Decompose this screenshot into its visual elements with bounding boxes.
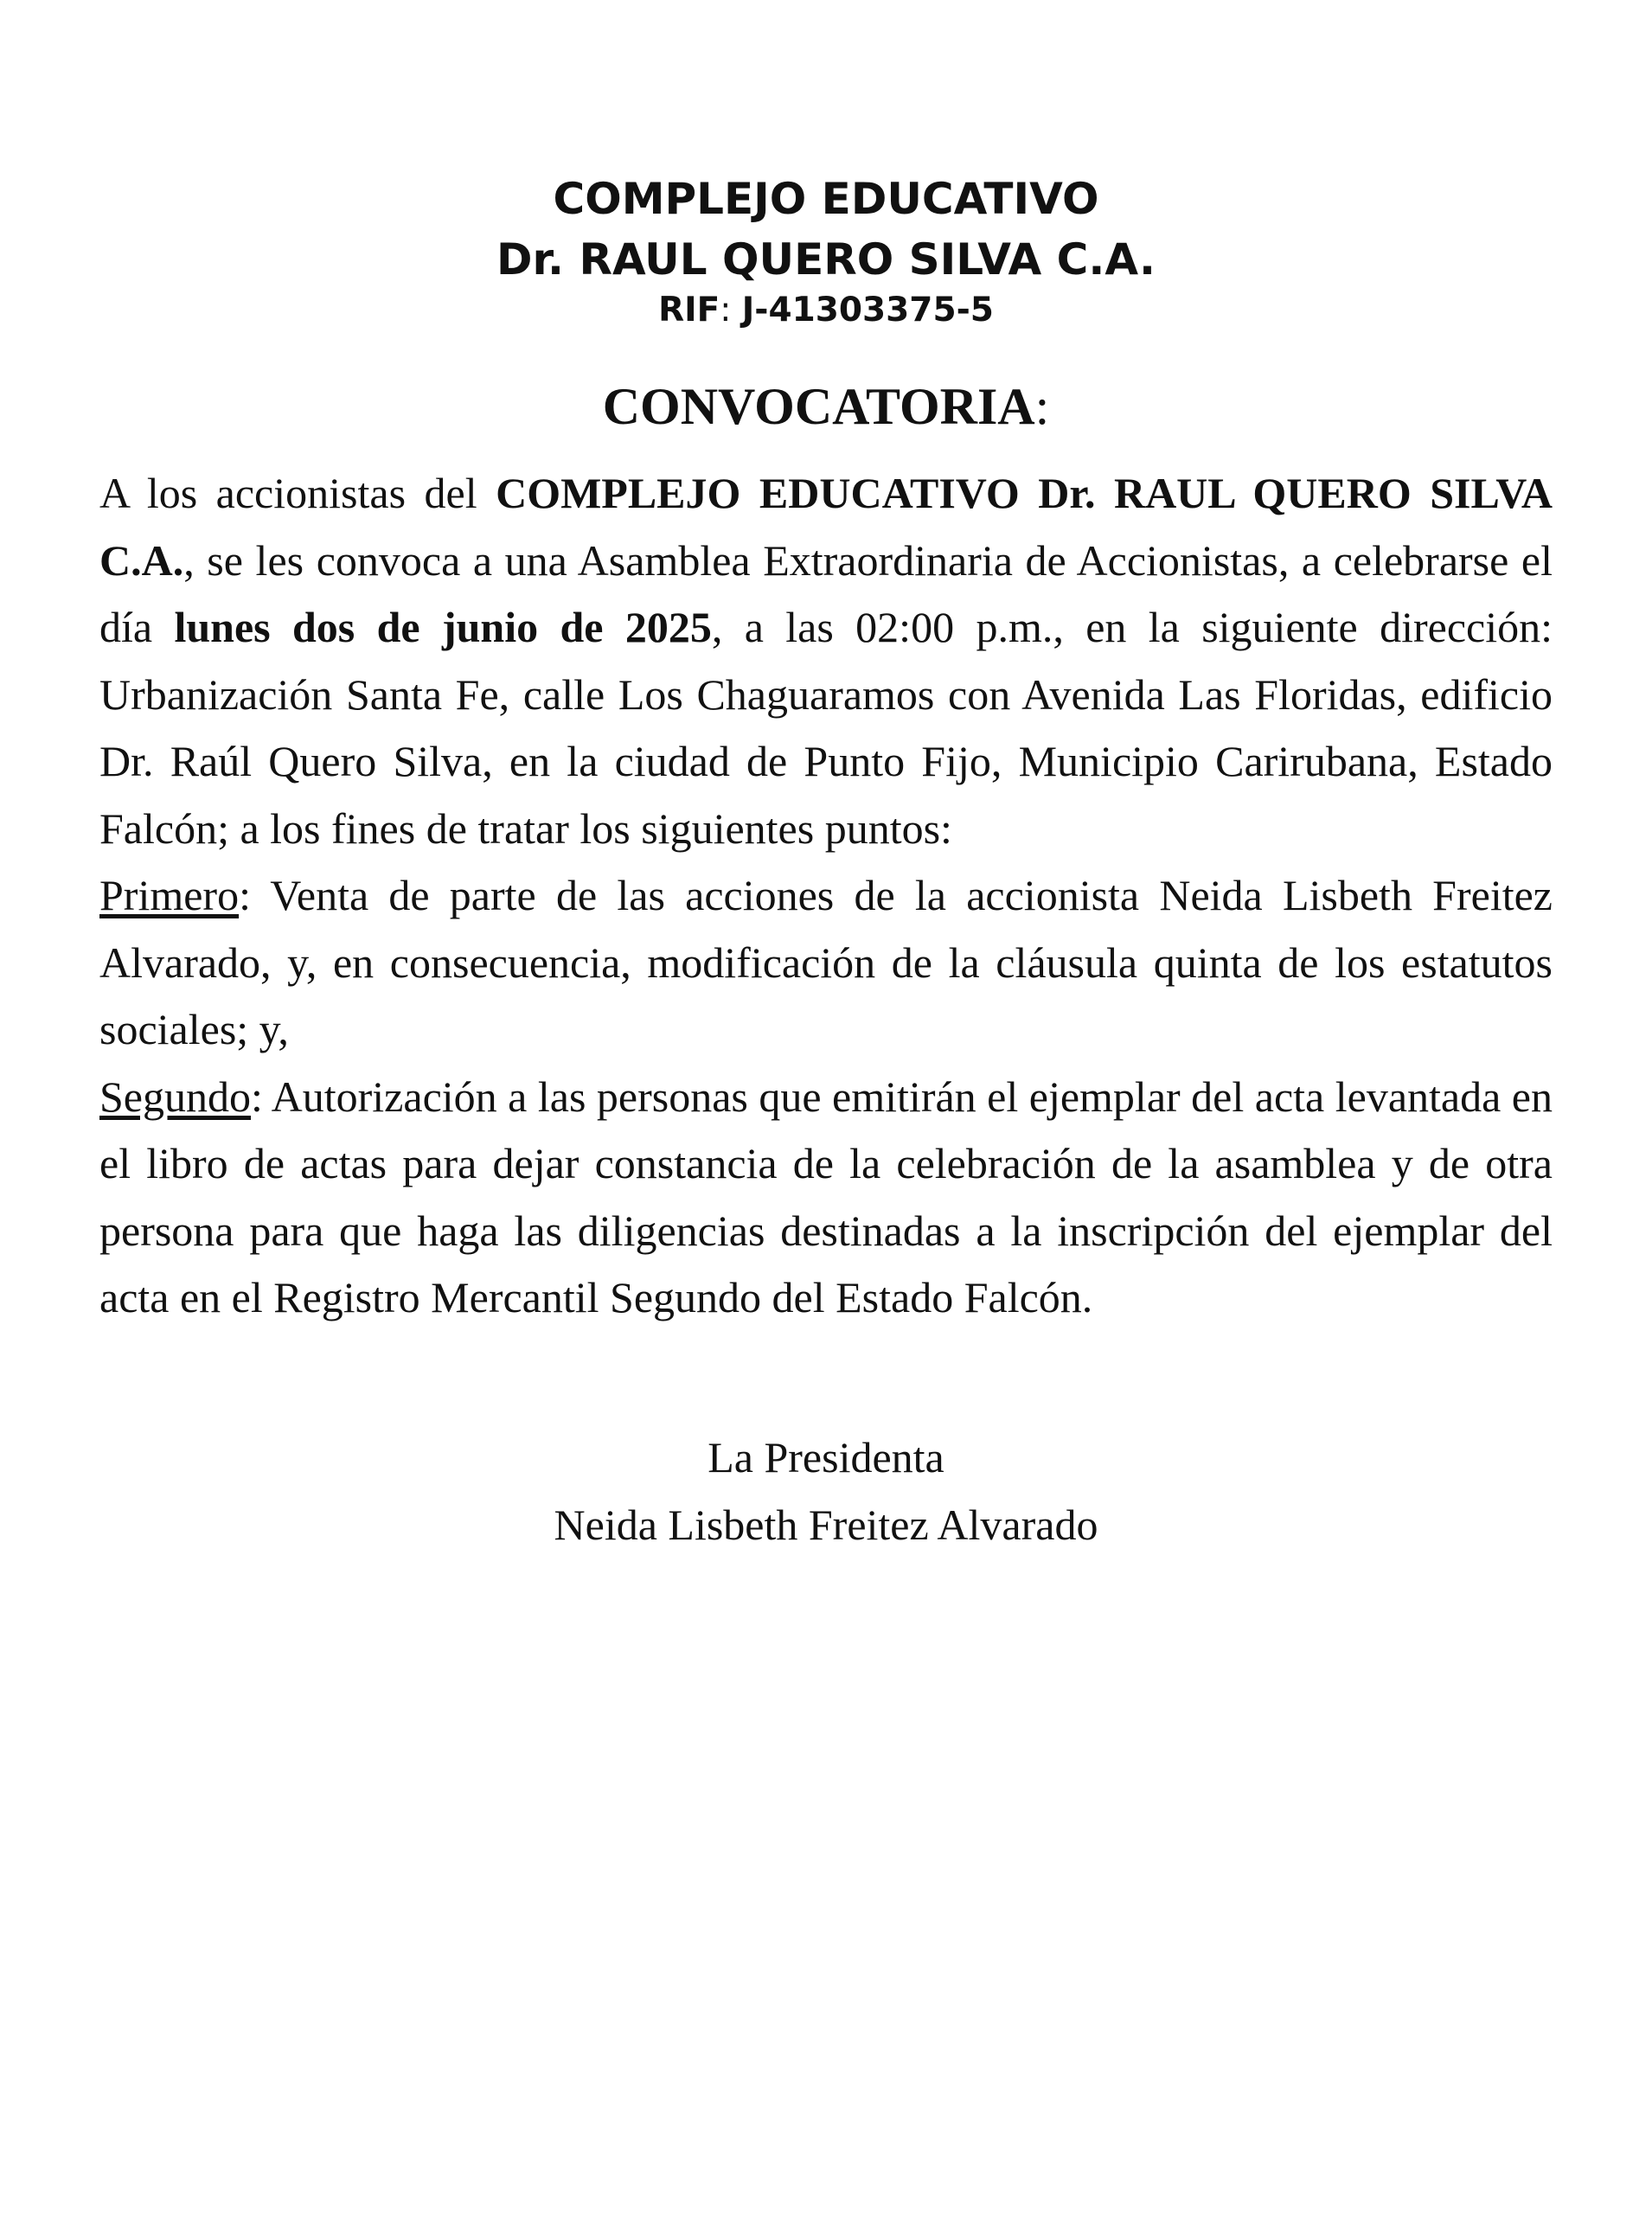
point-first-label: Primero: [99, 871, 240, 919]
point-second-text: : Autorización a las personas que emitirán el ejemplar del acta levantada en el libro de actas para dejar constancia de la celebración de la asamblea y de otra persona para que haga las diligencias destinadas a la inscripción del ejemplar del acta en el Registro Mercantil Segundo del Estado Falcón.: [99, 1072, 1553, 1321]
intro-paragraph: [99, 460, 1553, 862]
signature-role: La Presidenta: [708, 1433, 944, 1481]
header-company-name: Dr. RAUL QUERO SILVA C.A.: [496, 234, 1156, 285]
header-rif: [0, 289, 1652, 332]
convocatoria-colon: :: [1034, 378, 1050, 435]
point-first: [99, 862, 1553, 1064]
convocatoria-body: [99, 460, 1553, 1332]
intro-text-1: A los accionistas del: [99, 469, 496, 517]
intro-company: COMPLEJO EDUCATIVO Dr. RAUL QUERO SILVA C.A.: [99, 469, 1553, 585]
intro-text-2: , se les convoca a una Asamblea Extraordinaria de Accionistas, a celebrarse el día: [99, 535, 1553, 651]
intro-date: lunes dos de junio de 2025: [174, 603, 712, 651]
convocatoria-heading: [0, 372, 1652, 441]
rif-separator: :: [720, 291, 742, 330]
convocatoria-title: CONVOCATORIA: [602, 378, 1035, 435]
rif-value: J-41303375-5: [741, 291, 994, 330]
point-first-text: : Venta de parte de las acciones de la accionista Neida Lisbeth Freitez Alvarado, y, en consecuencia, modificación de la cláusula quinta de los estatutos sociales; y,: [99, 871, 1553, 1053]
point-second-label: Segundo: [99, 1072, 251, 1121]
point-second: [99, 1064, 1553, 1332]
header-institution: COMPLEJO EDUCATIVO: [553, 174, 1099, 224]
signature-name: Neida Lisbeth Freitez Alvarado: [554, 1501, 1098, 1549]
rif-label: RIF: [658, 291, 720, 330]
intro-text-3: , a las 02:00 p.m., en la siguiente dirección: Urbanización Santa Fe, calle Los Chaguaramos con Avenida Las Floridas, edificio Dr. Raúl Quero Silva, en la ciudad de Punto Fijo, Municipio Carirubana, Estado Falcón; a los fines de tratar los siguientes puntos:: [99, 603, 1553, 853]
